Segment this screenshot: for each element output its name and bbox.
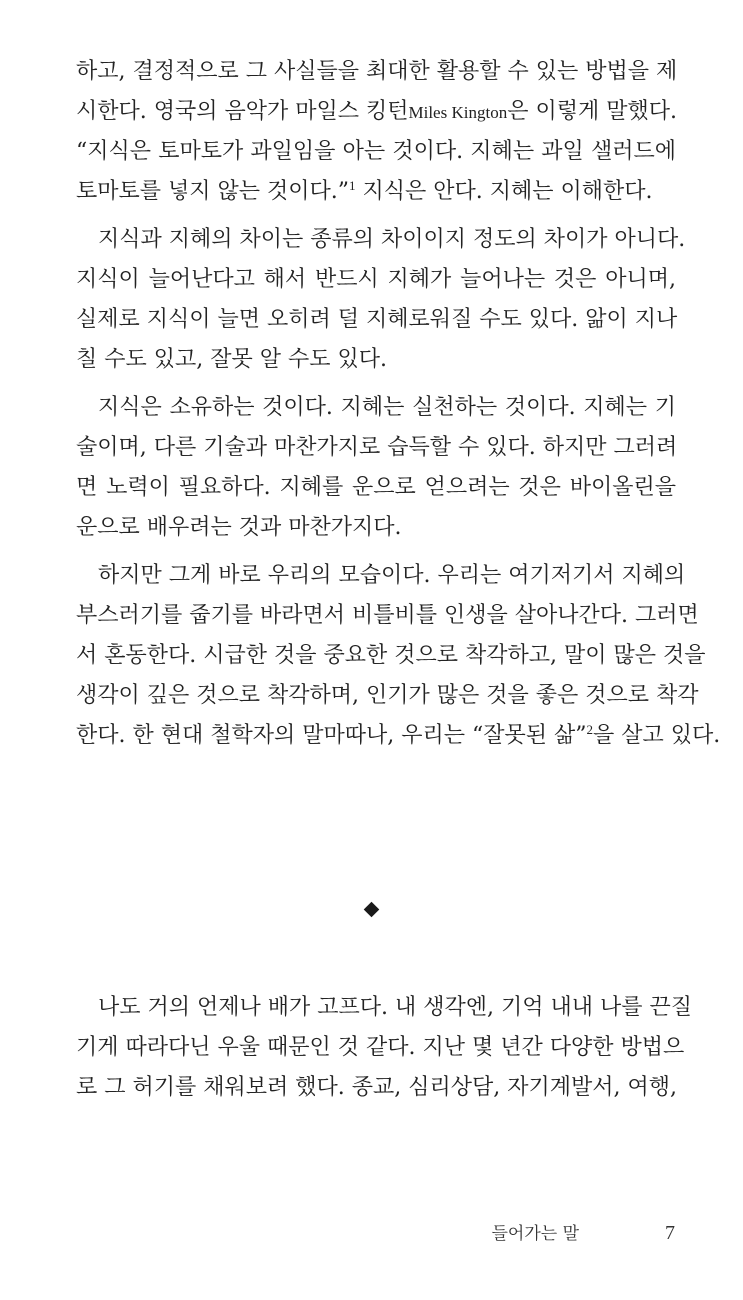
text-line: 칠 수도 있고, 잘못 알 수도 있다. — [76, 347, 387, 372]
text-line: 술이며, 다른 기술과 마찬가지로 습득할 수 있다. 하지만 그러려 — [76, 435, 678, 460]
text-line — [76, 716, 721, 756]
text-run: 지식은 안다. 지혜는 이해한다. — [355, 179, 653, 204]
text-line: 지식은 소유하는 것이다. 지혜는 실천하는 것이다. 지혜는 기 — [98, 395, 676, 420]
text-line: 지식이 늘어난다고 해서 반드시 지혜가 늘어나는 것은 아니며, — [76, 267, 676, 292]
text-line: 실제로 지식이 늘면 오히려 덜 지혜로워질 수도 있다. 앎이 지나 — [76, 307, 678, 332]
body-text-lower — [76, 988, 692, 1116]
text-line: 서 혼동한다. 시급한 것을 중요한 것으로 착각하고, 말이 많은 것을 — [76, 643, 706, 668]
text-run: 토마토를 넣지 않는 것이다.” — [76, 179, 349, 204]
text-line: 부스러기를 줍기를 바라면서 비틀비틀 인생을 살아나간다. 그러면 — [76, 603, 699, 628]
latin-name: Miles Kington — [408, 103, 508, 122]
text-run: 한다. 한 현대 철학자의 말마따나, 우리는 “잘못된 삶” — [76, 723, 587, 748]
section-divider-diamond-icon — [364, 902, 380, 918]
text-line: 나도 거의 언제나 배가 고프다. 내 생각엔, 기억 내내 나를 끈질 — [98, 995, 692, 1020]
text-line — [76, 172, 676, 212]
paragraph-1 — [76, 52, 676, 212]
text-line: 운으로 배우려는 것과 마찬가지다. — [76, 515, 402, 540]
paragraph-5 — [76, 988, 692, 1108]
paragraph-3 — [76, 388, 676, 548]
text-run: 시한다. 영국의 음악가 마일스 킹턴 — [76, 99, 409, 124]
page-number: 7 — [665, 1222, 675, 1244]
text-line: 기게 따라다닌 우울 때문인 것 같다. 지난 몇 년간 다양한 방법으 — [76, 1035, 685, 1060]
running-header: 들어가는 말 — [491, 1224, 579, 1244]
text-line: 하지만 그게 바로 우리의 모습이다. 우리는 여기저기서 지혜의 — [98, 563, 686, 588]
text-run: 을 살고 있다. — [592, 723, 721, 748]
text-line: 로 그 허기를 채워보려 했다. 종교, 심리상담, 자기계발서, 여행, — [76, 1075, 677, 1100]
text-line: “지식은 토마토가 과일임을 아는 것이다. 지혜는 과일 샐러드에 — [76, 139, 676, 164]
text-line: 지식과 지혜의 차이는 종류의 차이이지 정도의 차이가 아니다. — [98, 227, 686, 252]
footnote-marker[interactable]: 2 — [586, 722, 593, 737]
footnote-marker[interactable]: 1 — [349, 178, 356, 193]
text-line: 생각이 깊은 것으로 착각하며, 인기가 많은 것을 좋은 것으로 착각 — [76, 683, 699, 708]
paragraph-4 — [76, 556, 721, 756]
body-text-upper — [76, 52, 721, 764]
text-line: 면 노력이 필요하다. 지혜를 운으로 얻으려는 것은 바이올린을 — [76, 475, 676, 500]
paragraph-2 — [76, 220, 686, 380]
text-line — [76, 92, 676, 132]
text-line: 하고, 결정적으로 그 사실들을 최대한 활용할 수 있는 방법을 제 — [76, 59, 678, 84]
text-run: 은 이렇게 말했다. — [507, 99, 677, 124]
